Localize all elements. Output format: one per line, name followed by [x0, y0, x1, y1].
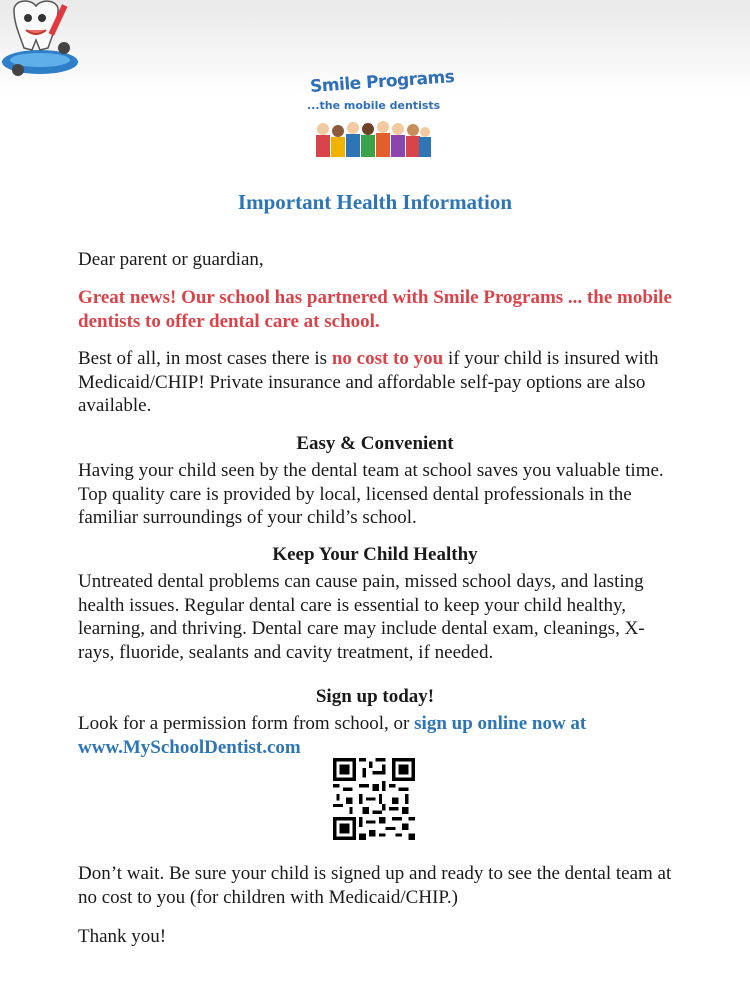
signup-paragraph — [78, 712, 678, 759]
qr-code-icon[interactable] — [333, 758, 415, 840]
page-title: Important Health Information — [237, 190, 513, 214]
logo-brand: Smile Programs — [309, 66, 455, 98]
logo-tagline: ...the mobile dentists — [307, 99, 441, 112]
heading-sign-up: Sign up today! — [315, 686, 435, 707]
heading-keep-healthy: Keep Your Child Healthy — [272, 544, 478, 565]
signup-text: Look for a permission form from school, or — [78, 713, 415, 734]
intro-highlight: Great news! Our school has partnered with Smile Programs ... the mobile dentists to offer dental care at school. — [78, 287, 672, 332]
easy-convenient-body: Having your child seen by the dental team at school saves you valuable time. Top quality care is provided by local, licensed dental professionals in the familiar surroundings of your child’s school. — [78, 460, 664, 528]
closing-paragraph: Don’t wait. Be sure your child is signed up and ready to see the dental team at no cost to you (for children with Medicaid/CHIP.) — [78, 863, 672, 908]
cost-text-before: Best of all, in most cases there is — [78, 348, 332, 369]
cost-paragraph — [78, 347, 678, 418]
no-cost-highlight: no cost to you — [331, 348, 444, 369]
heading-easy-convenient: Easy & Convenient — [296, 433, 454, 454]
tooth-mascot-icon — [0, 0, 100, 90]
keep-healthy-body: Untreated dental problems can cause pain, missed school days, and lasting health issues. Regular dental care is essential to keep your child healthy, learning, and thriving. Dental care may include dental exam, cleanings, X-rays, fluoride, sealants and cavity treatment, if needed. — [78, 571, 645, 663]
signup-link[interactable]: sign up online now at www.MySchoolDentist.com — [78, 713, 587, 758]
thank-you: Thank you! — [78, 926, 167, 947]
greeting: Dear parent or guardian, — [78, 249, 264, 270]
kids-illustration — [313, 117, 431, 159]
cost-text-after: if your child is insured with Medicaid/CHIP! Private insurance and affordable self-pay options are also available. — [78, 348, 659, 416]
